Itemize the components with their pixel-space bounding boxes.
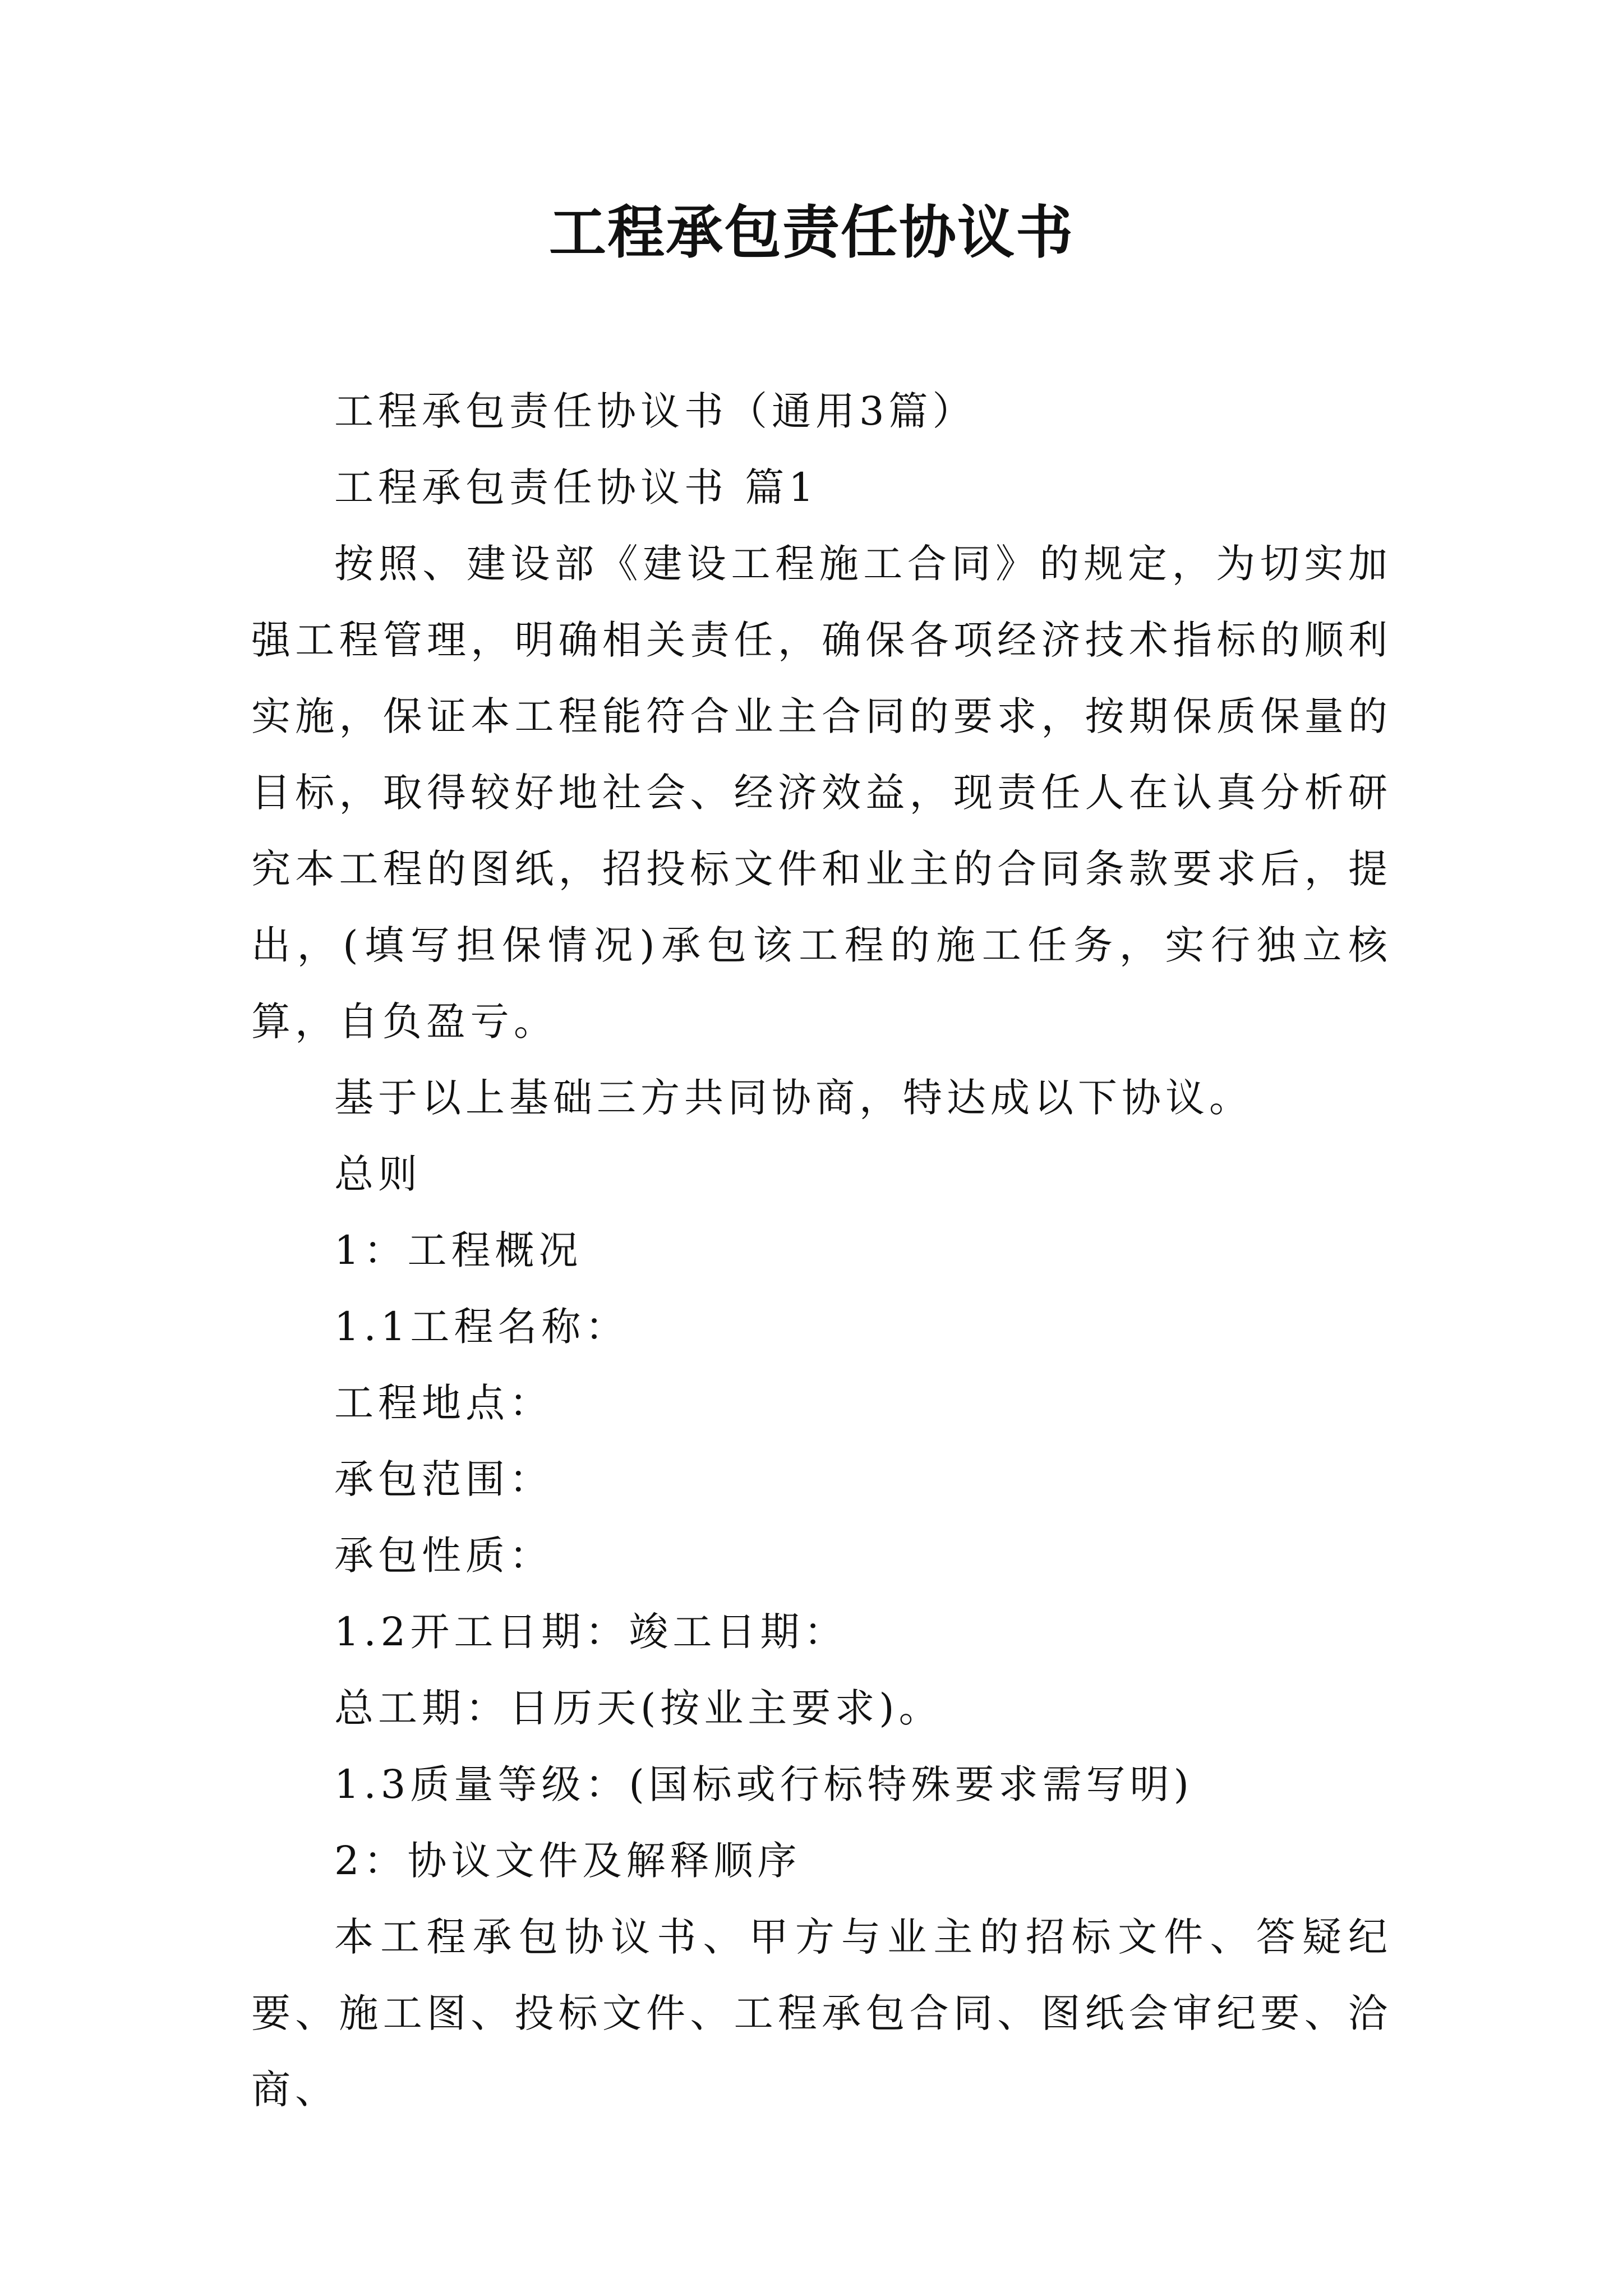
clause-2-body-paragraph: 本工程承包协议书、甲方与业主的招标文件、答疑纪要、施工图、投标文件、工程承包合同、图纸会审纪要、洽商、 [251,1914,1392,2113]
clause-1-heading: 1：工程概况 [334,1227,583,1273]
clause-1-2-dates: 1.2开工日期：竣工日期： [334,1609,848,1655]
document-title: 工程承包责任协议书 [549,199,1074,266]
project-location-line: 工程地点： [334,1380,553,1426]
document-body [251,373,1392,2128]
clause-1-1-project-name: 1.1工程名称： [334,1304,629,1350]
clause-2-heading: 2：协议文件及解释顺序 [334,1838,801,1884]
agreement-paragraph: 基于以上基础三方共同协商，特达成以下协议。 [334,1075,1253,1121]
intro-paragraph: 按照、建设部《建设工程施工合同》的规定，为切实加强工程管理，明确相关责任，确保各项经济技术指标的顺利实施，保证本工程能符合业主合同的要求，按期保质保量的目标，取得较好地社会、经济效益，现责任人在认真分析研究本工程的图纸，招投标文件和业主的合同条款要求后，提出，(填写担保情况)承包该工程的施工任务，实行独立核算，自负盈亏。 [251,541,1392,1045]
total-duration-line: 总工期：日历天(按业主要求)。 [334,1685,943,1731]
subtitle-paragraph: 工程承包责任协议书（通用3篇） [334,388,976,434]
contract-scope-line: 承包范围： [334,1456,553,1502]
clause-1-3-quality: 1.3质量等级：(国标或行标特殊要求需写明) [334,1761,1193,1807]
section-heading-paragraph: 工程承包责任协议书 篇1 [334,464,818,510]
general-heading: 总则 [334,1151,422,1197]
contract-nature-line: 承包性质： [334,1533,553,1579]
